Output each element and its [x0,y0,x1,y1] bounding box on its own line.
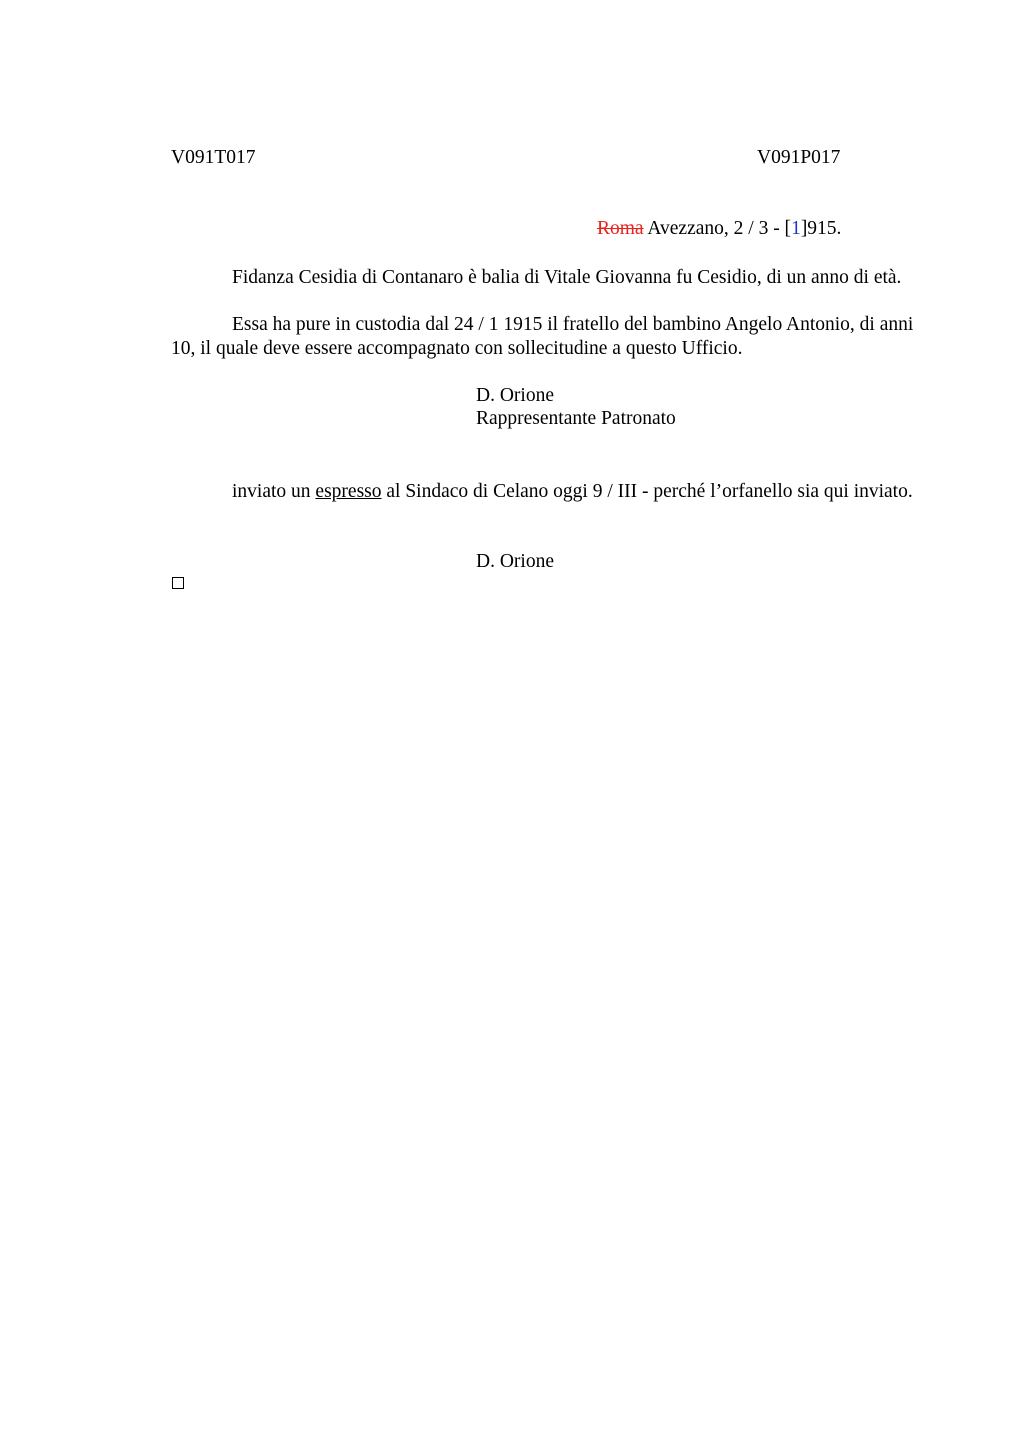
postscript-signature-name: D. Orione [476,551,554,572]
postscript-paragraph [171,480,919,504]
postscript-before: inviato un [232,481,316,502]
editorial-digit: 1 [791,218,801,239]
body-paragraph-1: Fidanza Cesidia di Contanaro è balia di Vitale Giovanna fu Cesidio, di un anno di età. [232,267,902,288]
archive-code-right: V091P017 [757,147,841,168]
archive-code-left: V091T017 [171,147,256,168]
signature-title: Rappresentante Patronato [476,408,676,429]
empty-square-mark [172,577,184,589]
postscript-after: al Sindaco di Celano oggi 9 / III - perché l’orfanello sia qui inviato. [381,481,913,502]
dateline [597,217,841,241]
dateline-place: Avezzano, 2 / 3 - [ [643,218,792,239]
body-paragraph-2: Essa ha pure in custodia dal 24 / 1 1915 il fratello del bambino Angelo Antonio, di anni 10, il quale deve essere accompagnato con sollecitudine a questo Ufficio. [171,314,914,359]
dateline-year-rest: ]915. [800,218,842,239]
struck-place: Roma [597,218,644,239]
signature-name: D. Orione [476,385,554,406]
postscript-underlined-word: espresso [315,481,382,502]
